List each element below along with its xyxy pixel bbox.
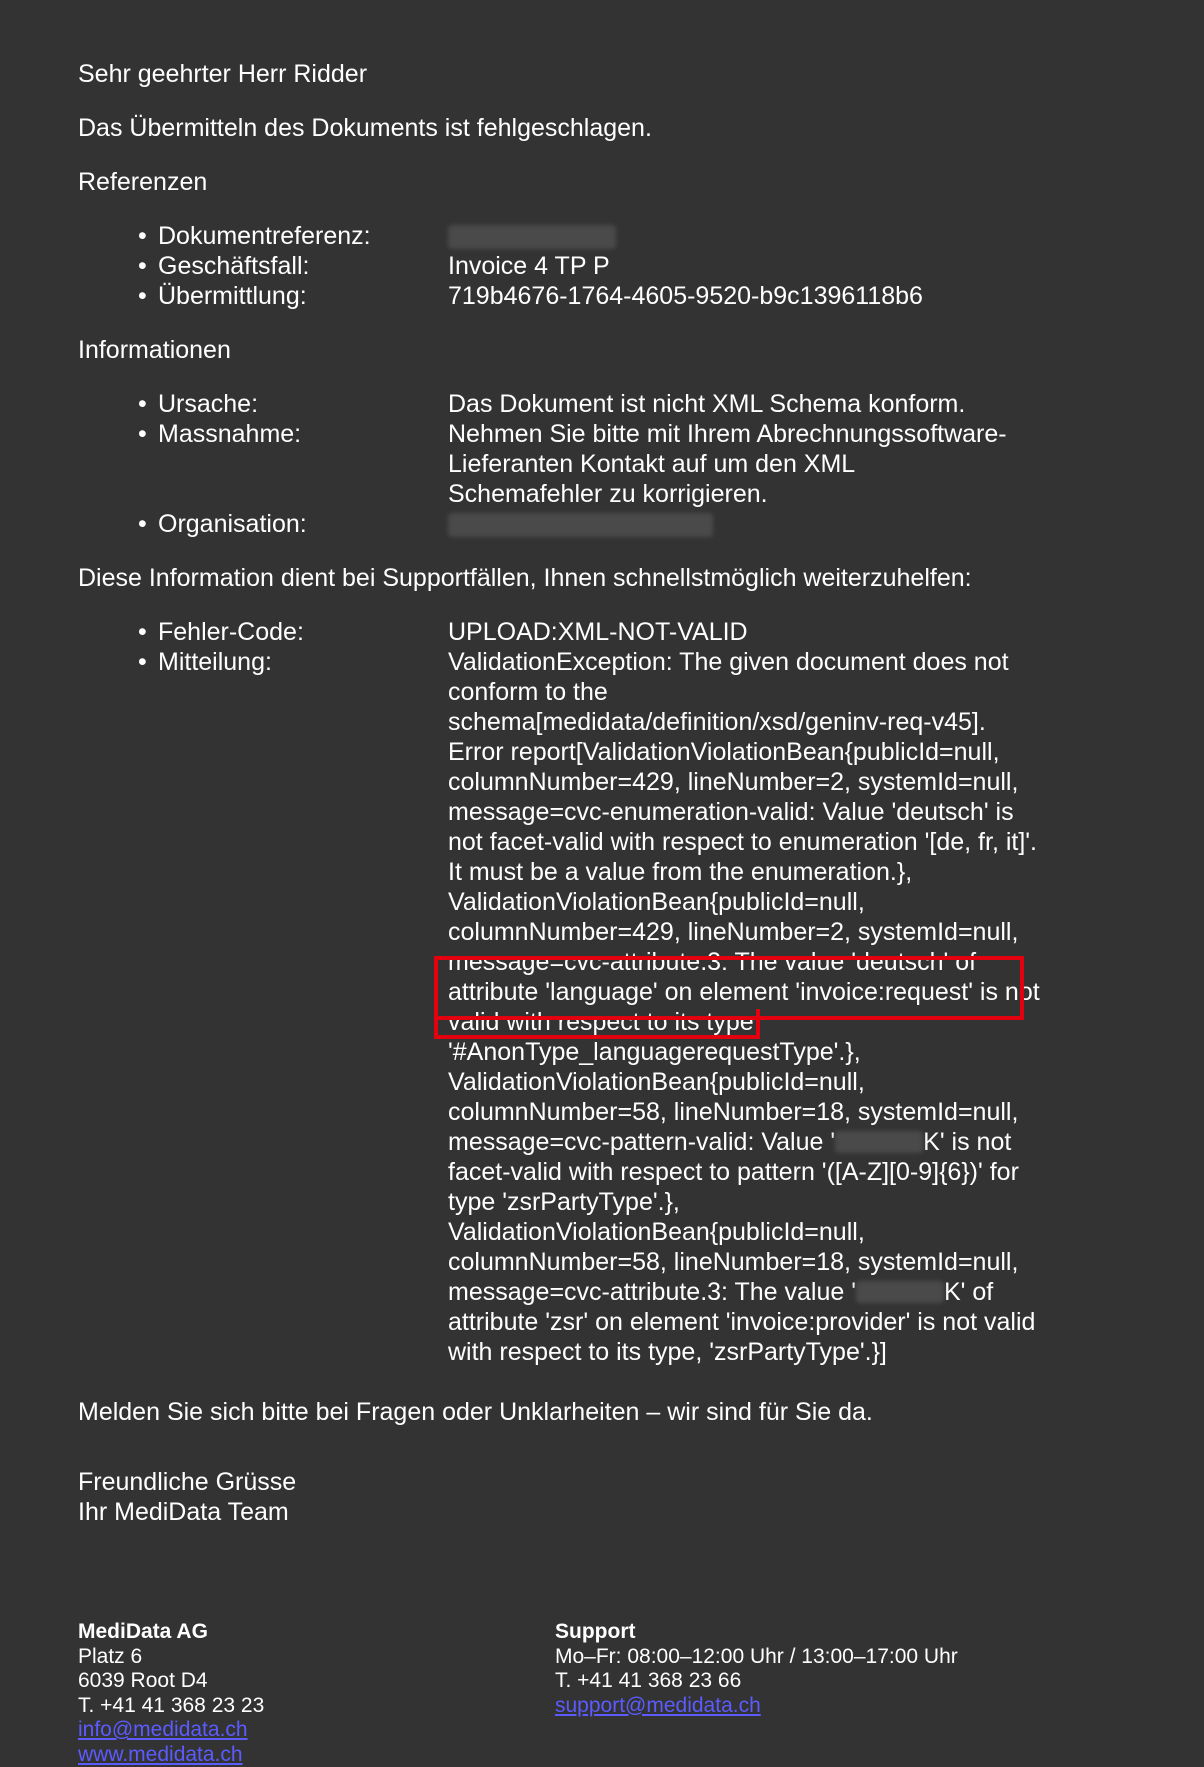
intro-text: Das Übermitteln des Dokuments ist fehlgeschlagen. [78, 114, 652, 142]
company-email-link[interactable]: info@medidata.ch [78, 1718, 248, 1741]
message-text-part2: K' is not facet-valid with respect to pattern '([A-Z][0-9]{6})' for type 'zsrPartyType'.}, ValidationViolationBean{publicId=null, columnNumber=58, lineNumber=18, systemId=null, message=cvc-attribute.3: The value ' [448, 1128, 1019, 1306]
email-body [78, 59, 1138, 1527]
bullet-icon: • [138, 390, 147, 418]
company-street: Platz 6 [78, 1644, 143, 1668]
bullet-icon: • [138, 420, 147, 448]
redacted-text [448, 225, 616, 249]
error-code-value: UPLOAD:XML-NOT-VALID [448, 618, 748, 646]
information-key: Organisation: [158, 510, 307, 538]
signoff-greeting: Freundliche Grüsse [78, 1468, 297, 1496]
information-list [78, 389, 1138, 539]
action-value: Nehmen Sie bitte mit Ihrem Abrechnungssoftware- Lieferanten Kontakt auf um den XML Schemafehler zu korrigieren. [448, 420, 1007, 508]
email-footer [78, 1620, 1138, 1767]
signoff-team: Ihr MediData Team [78, 1498, 289, 1526]
support-phone: T. +41 41 368 23 66 [555, 1669, 742, 1692]
bullet-icon: • [138, 648, 147, 676]
error-message-value [448, 647, 1088, 1367]
redacted-text [856, 1281, 944, 1303]
organisation-value [448, 509, 1088, 539]
redacted-text [448, 513, 713, 537]
support-info-heading: Diese Information dient bei Supportfällen, Ihnen schnellstmöglich weiterzuhelfen: [78, 564, 972, 592]
information-key: Ursache: [158, 390, 259, 418]
information-heading: Informationen [78, 336, 231, 364]
message-key: Mitteilung: [158, 648, 272, 676]
bullet-icon: • [138, 510, 147, 538]
company-city: 6039 Root D4 [78, 1669, 208, 1692]
references-list [78, 221, 1138, 311]
references-heading: Referenzen [78, 168, 208, 196]
support-info-list [78, 617, 1138, 1367]
list-item [78, 617, 1138, 647]
message-text-part3: K' of attribute 'zsr' on element 'invoice:provider' is not valid with respect to its type, 'zsrPartyType'.}] [448, 1278, 1036, 1366]
bullet-icon: • [138, 252, 147, 280]
reference-key: Übermittlung: [158, 282, 307, 310]
support-email-link[interactable]: support@medidata.ch [555, 1693, 761, 1717]
support-contact [555, 1620, 1115, 1767]
support-hours: Mo–Fr: 08:00–12:00 Uhr / 13:00–17:00 Uhr [555, 1644, 958, 1668]
list-item [78, 419, 1138, 509]
support-heading: Support [555, 1620, 636, 1643]
bullet-icon: • [138, 618, 147, 646]
transmission-id-value: 719b4676-1764-4605-9520-b9c1396118b6 [448, 282, 923, 310]
redacted-text [835, 1131, 923, 1153]
information-key: Massnahme: [158, 420, 302, 448]
reference-key: Dokumentreferenz: [158, 222, 371, 250]
list-item [78, 389, 1138, 419]
list-item [78, 281, 1138, 311]
bullet-icon: • [138, 222, 147, 250]
document-reference-value [448, 221, 1088, 251]
closing-note: Melden Sie sich bitte bei Fragen oder Unklarheiten – wir sind für Sie da. [78, 1398, 873, 1426]
error-code-key: Fehler-Code: [158, 618, 304, 646]
list-item [78, 251, 1138, 281]
list-item [78, 509, 1138, 539]
reference-key: Geschäftsfall: [158, 252, 310, 280]
company-website-link[interactable]: www.medidata.ch [78, 1742, 243, 1766]
company-phone: T. +41 41 368 23 23 [78, 1693, 265, 1717]
list-item [78, 221, 1138, 251]
message-text-part1: ValidationException: The given document does not conform to the schema[medidata/definition/xsd/geninv-req-v45]. Error report[ValidationViolationBean{publicId=null, columnNumber=429, lineNumber=2, systemId=null, message=cvc-enumeration-valid: Value 'deutsch' is not facet-valid with respect to enumeration '[de, fr, it]'. It must be a value from the enumeration.}, ValidationViolationBean{publicId=null, columnNumber=429, lineNumber=2, systemId=null, message=cvc-attribute.3: The value 'deutsch' of attribute 'language' on element 'invoice:request' is not valid with respect to its type, '#AnonType_languagerequestType'.}, ValidationViolationBean{publicId=null, columnNumber=58, lineNumber=18, systemId=null, message=cvc-pattern-valid: Value ' [448, 648, 1040, 1156]
bullet-icon: • [138, 282, 147, 310]
business-case-value: Invoice 4 TP P [448, 252, 610, 280]
greeting: Sehr geehrter Herr Ridder [78, 60, 368, 88]
company-name: MediData AG [78, 1620, 208, 1643]
cause-value: Das Dokument ist nicht XML Schema konform. [448, 390, 966, 418]
list-item [78, 647, 1138, 1367]
company-contact [78, 1620, 555, 1767]
